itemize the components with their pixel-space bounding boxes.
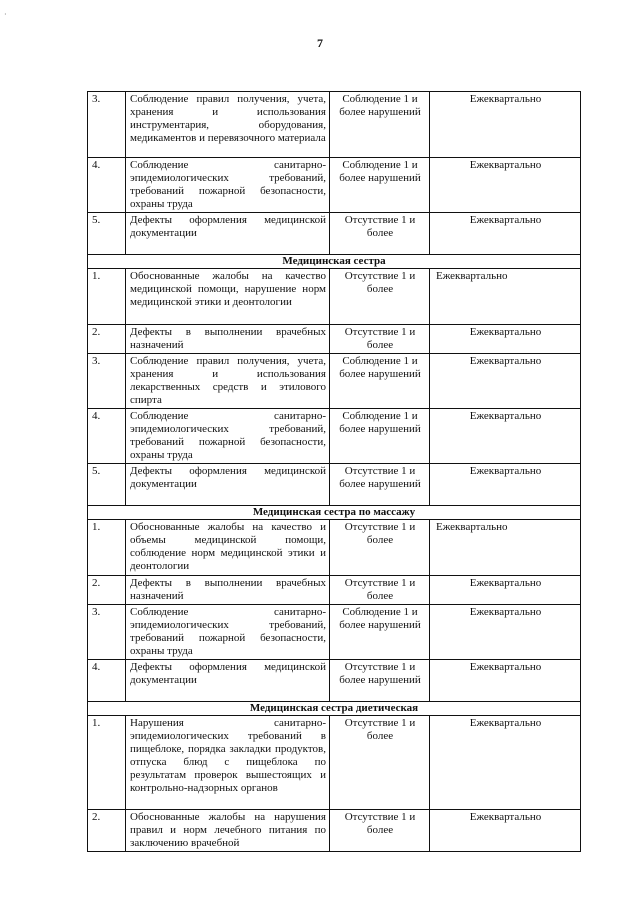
section-title: Медицинская сестра диетическая	[88, 702, 581, 716]
row-number: 3.	[88, 354, 126, 409]
assessment-frequency: Ежеквартально	[430, 213, 581, 255]
assessment-frequency: Ежеквартально	[430, 464, 581, 506]
table-row	[88, 269, 581, 325]
criterion-description: Дефекты оформления медицинской документации	[126, 464, 330, 506]
table-row	[88, 464, 581, 506]
assessment-frequency: Ежеквартально	[430, 92, 581, 158]
row-number: 3.	[88, 92, 126, 158]
criterion-status: Отсутствие 1 и более	[330, 810, 430, 852]
table-row	[88, 660, 581, 702]
criterion-status: Соблюдение 1 и более нарушений	[330, 354, 430, 409]
criterion-status: Соблюдение 1 и более нарушений	[330, 605, 430, 660]
criterion-description: Соблюдение правил получения, учета, хранения и использования лекарственных средств и этилового спирта	[126, 354, 330, 409]
table-row	[88, 158, 581, 213]
criteria-table	[87, 91, 581, 852]
assessment-frequency: Ежеквартально	[430, 158, 581, 213]
criterion-description: Соблюдение санитарно-эпидемиологических требований, требований пожарной безопасности, охраны труда	[126, 409, 330, 464]
row-number: 1.	[88, 520, 126, 576]
criterion-status: Отсутствие 1 и более	[330, 716, 430, 810]
criterion-description: Дефекты в выполнении врачебных назначений	[126, 576, 330, 605]
table-row	[88, 92, 581, 158]
row-number: 4.	[88, 409, 126, 464]
assessment-frequency: Ежеквартально	[430, 520, 581, 576]
section-header-row	[88, 255, 581, 269]
criterion-status: Соблюдение 1 и более нарушений	[330, 92, 430, 158]
page-number: 7	[317, 36, 323, 50]
table-row	[88, 716, 581, 810]
table-row	[88, 810, 581, 852]
criterion-description: Соблюдение правил получения, учета, хранения и использования инструментария, оборудования, медикаментов и перевязочного материала	[126, 92, 330, 158]
criterion-description: Обоснованные жалобы на нарушения правил и норм лечебного питания по заключению врачебной	[126, 810, 330, 852]
criterion-status: Соблюдение 1 и более нарушений	[330, 409, 430, 464]
assessment-frequency: Ежеквартально	[430, 409, 581, 464]
row-number: 1.	[88, 716, 126, 810]
row-number: 5.	[88, 464, 126, 506]
table-row	[88, 354, 581, 409]
criterion-description: Дефекты в выполнении врачебных назначений	[126, 325, 330, 354]
table-row	[88, 325, 581, 354]
section-header-row	[88, 702, 581, 716]
assessment-frequency: Ежеквартально	[430, 325, 581, 354]
criterion-status: Отсутствие 1 и более	[330, 213, 430, 255]
criterion-status: Отсутствие 1 и более	[330, 576, 430, 605]
criterion-description: Соблюдение санитарно-эпидемиологических требований, требований пожарной безопасности, охраны труда	[126, 158, 330, 213]
section-title: Медицинская сестра	[88, 255, 581, 269]
assessment-frequency: Ежеквартально	[430, 716, 581, 810]
criterion-description: Нарушения санитарно-эпидемиологических требований в пищеблоке, порядка закладки продуктов, отпуска блюд с пищеблока по результатам проверок вышестоящих и контрольно-надзорных органов	[126, 716, 330, 810]
row-number: 4.	[88, 158, 126, 213]
section-title: Медицинская сестра по массажу	[88, 506, 581, 520]
row-number: 2.	[88, 810, 126, 852]
criterion-status: Отсутствие 1 и более нарушений	[330, 464, 430, 506]
criterion-description: Дефекты оформления медицинской документации	[126, 213, 330, 255]
assessment-frequency: Ежеквартально	[430, 269, 581, 325]
row-number: 2.	[88, 576, 126, 605]
scan-speck: ·	[4, 10, 7, 19]
criterion-description: Соблюдение санитарно-эпидемиологических требований, требований пожарной безопасности, охраны труда	[126, 605, 330, 660]
assessment-frequency: Ежеквартально	[430, 660, 581, 702]
row-number: 5.	[88, 213, 126, 255]
assessment-frequency: Ежеквартально	[430, 810, 581, 852]
assessment-frequency: Ежеквартально	[430, 354, 581, 409]
criterion-status: Отсутствие 1 и более	[330, 325, 430, 354]
table-row	[88, 409, 581, 464]
row-number: 2.	[88, 325, 126, 354]
assessment-frequency: Ежеквартально	[430, 605, 581, 660]
criterion-status: Отсутствие 1 и более нарушений	[330, 660, 430, 702]
row-number: 3.	[88, 605, 126, 660]
table-row	[88, 605, 581, 660]
criterion-status: Отсутствие 1 и более	[330, 269, 430, 325]
criterion-description: Обоснованные жалобы на качество и объемы медицинской помощи, соблюдение норм медицинской этики и деонтологии	[126, 520, 330, 576]
row-number: 4.	[88, 660, 126, 702]
section-header-row	[88, 506, 581, 520]
table-row	[88, 520, 581, 576]
table-row	[88, 576, 581, 605]
criterion-status: Соблюдение 1 и более нарушений	[330, 158, 430, 213]
criterion-status: Отсутствие 1 и более	[330, 520, 430, 576]
row-number: 1.	[88, 269, 126, 325]
criterion-description: Дефекты оформления медицинской документации	[126, 660, 330, 702]
criteria-table-body	[88, 92, 581, 852]
table-row	[88, 213, 581, 255]
assessment-frequency: Ежеквартально	[430, 576, 581, 605]
criterion-description: Обоснованные жалобы на качество медицинской помощи, нарушение норм медицинской этики и деонтологии	[126, 269, 330, 325]
